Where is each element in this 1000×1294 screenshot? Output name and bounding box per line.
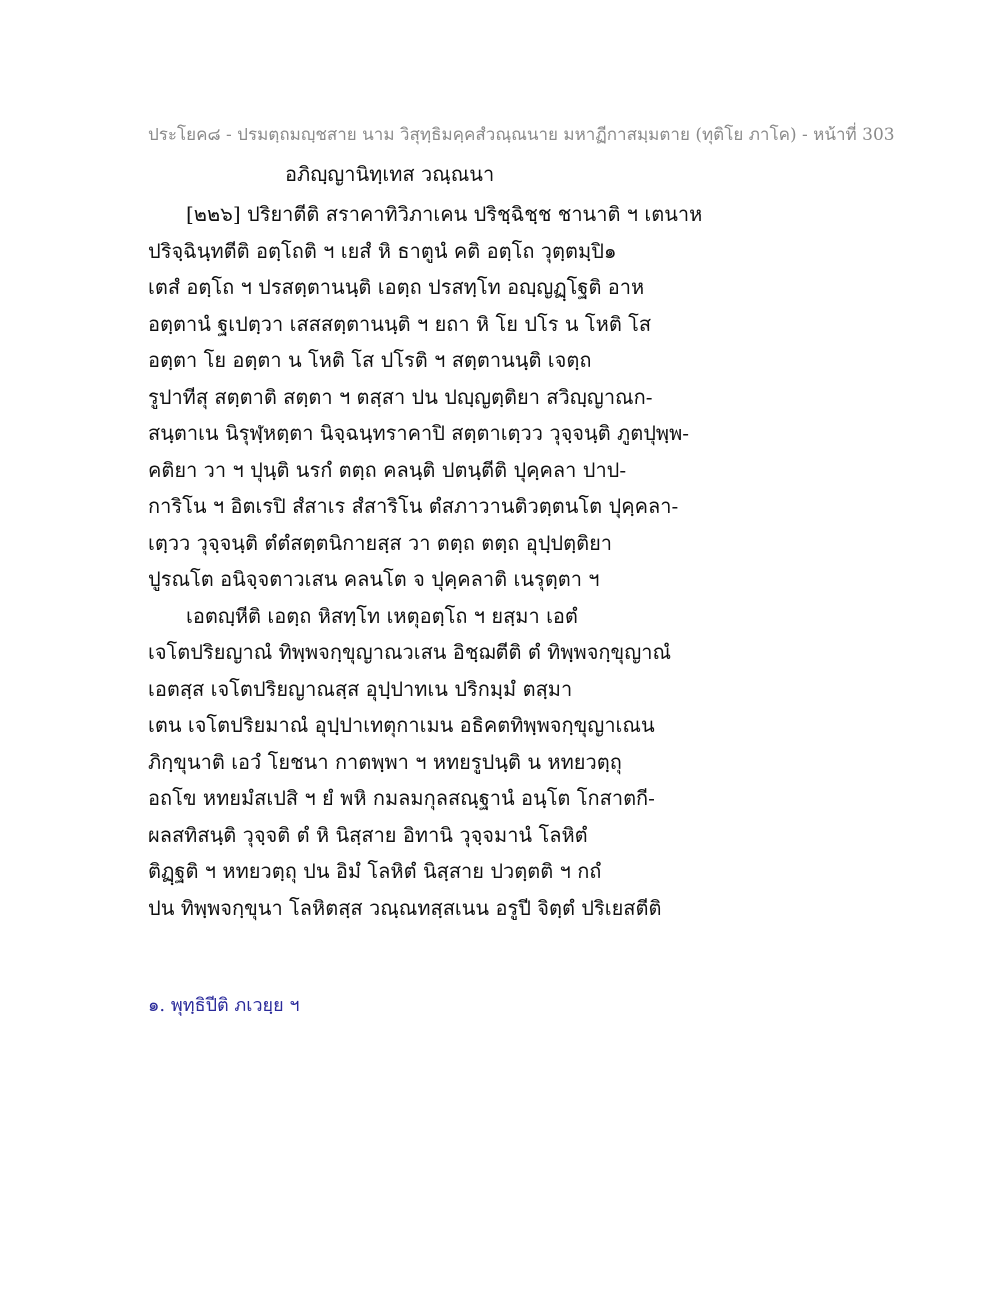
- body-line: ปูรณโต อนิจฺจตาวเสน คลนโต จ ปุคฺคลาติ เนรุตฺตา ฯ: [148, 567, 600, 591]
- body-line: ภิกฺขุนาติ เอวํ โยชนา กาตพฺพา ฯ หทยรูปนฺติ น หทยวตฺถุ: [148, 749, 622, 774]
- body-line: ปน ทิพฺพจกฺขุนา โลหิตสฺส วณฺณทสฺสเนน อรูปี จิตฺตํ ปริเยสตีติ: [148, 895, 662, 920]
- section-title: อภิญฺญานิทฺเทส วณฺณนา: [285, 162, 495, 186]
- body-line: เตน เจโตปริยมาณํ อุปฺปาเทตุกาเมน อธิคตทิพฺพจกฺขุญาเณน: [148, 713, 655, 737]
- body-text: [148, 196, 728, 926]
- body-line: การิโน ฯ อิตเรปิ สํสาเร สํสาริโน ตํสภาวานติวตฺตนโต ปุคฺคลา-: [148, 494, 679, 518]
- body-line: เจโตปริยญาณํ ทิพฺพจกฺขุญาณวเสน อิชฺฌตีติ ตํ ทิพฺพจกฺขุญาณํ: [148, 640, 672, 664]
- body-line: สนฺตาเน นิรุฬฺหตฺตา นิจฺฉนฺทราคาปิ สตฺตาเตฺวว วุจฺจนฺติ ภูตปุพฺพ-: [148, 421, 690, 445]
- body-line: ปริจฺฉินฺทตีติ อตฺโถติ ฯ เยสํ หิ ธาตูนํ คติ อตฺโถ วุตฺตมฺปิ๑: [148, 238, 617, 263]
- footnote: ๑. พุทฺธิปีติ ภเวยฺย ฯ: [148, 995, 300, 1016]
- body-line: [๒๒๖] ปริยาตีติ สราคาทิวิภาเคน ปริชฺฉิชฺช ชานาติ ฯ เตนาห: [186, 202, 703, 226]
- body-line: อถโข หทยมํสเปสิ ฯ ยํ พหิ กมลมกุลสณฺฐานํ อนฺโต โกสาตกี-: [148, 786, 655, 810]
- body-line: อตฺตานํ ฐเปตฺวา เสสสตฺตานนฺติ ฯ ยถา หิ โย ปโร น โหติ โส: [148, 311, 652, 336]
- body-line: คติยา วา ฯ ปุนฺติ นรกํ ตตฺถ คลนฺติ ปตนฺตีติ ปุคฺคลา ปาป-: [148, 457, 627, 482]
- body-line: เอตญฺหีติ เอตฺถ หิสทฺโท เหตุอตฺโถ ฯ ยสฺมา เอตํ: [186, 603, 578, 628]
- body-line: รูปาทีสุ สตฺตาติ สตฺตา ฯ ตสฺสา ปน ปญฺญตฺติยา สวิญฺญาณก-: [148, 384, 653, 409]
- body-line: เอตสฺส เจโตปริยญาณสฺส อุปฺปาทเน ปริกมฺมํ ตสฺมา: [148, 676, 573, 701]
- body-line: อตฺตา โย อตฺตา น โหติ โส ปโรติ ฯ สตฺตานนฺติ เจตฺถ: [148, 348, 592, 372]
- body-line: ผลสทิสนฺติ วุจฺจติ ตํ หิ นิสฺสาย อิทานิ วุจฺจมานํ โลหิตํ: [148, 822, 588, 847]
- body-line: เตสํ อตฺโถ ฯ ปรสตฺตานนฺติ เอตฺถ ปรสทฺโท อญฺญฏฺโฐติ อาห: [148, 275, 645, 299]
- body-line: ติฏฺฐติ ฯ หทยวตฺถุ ปน อิมํ โลหิตํ นิสฺสาย ปวตฺตติ ฯ กถํ: [148, 859, 602, 883]
- body-line: เตฺวว วุจฺจนฺติ ตํตํสตฺตนิกายสฺส วา ตตฺถ ตตฺถ อุปฺปตฺติยา: [148, 530, 613, 555]
- page-header: ประโยค๘ - ปรมตฺถมญฺชสาย นาม วิสุทฺธิมคฺคสํวณฺณนาย มหาฏีกาสมฺมตาย (ทุติโย ภาโค) - หน้าที่ 303: [148, 125, 895, 145]
